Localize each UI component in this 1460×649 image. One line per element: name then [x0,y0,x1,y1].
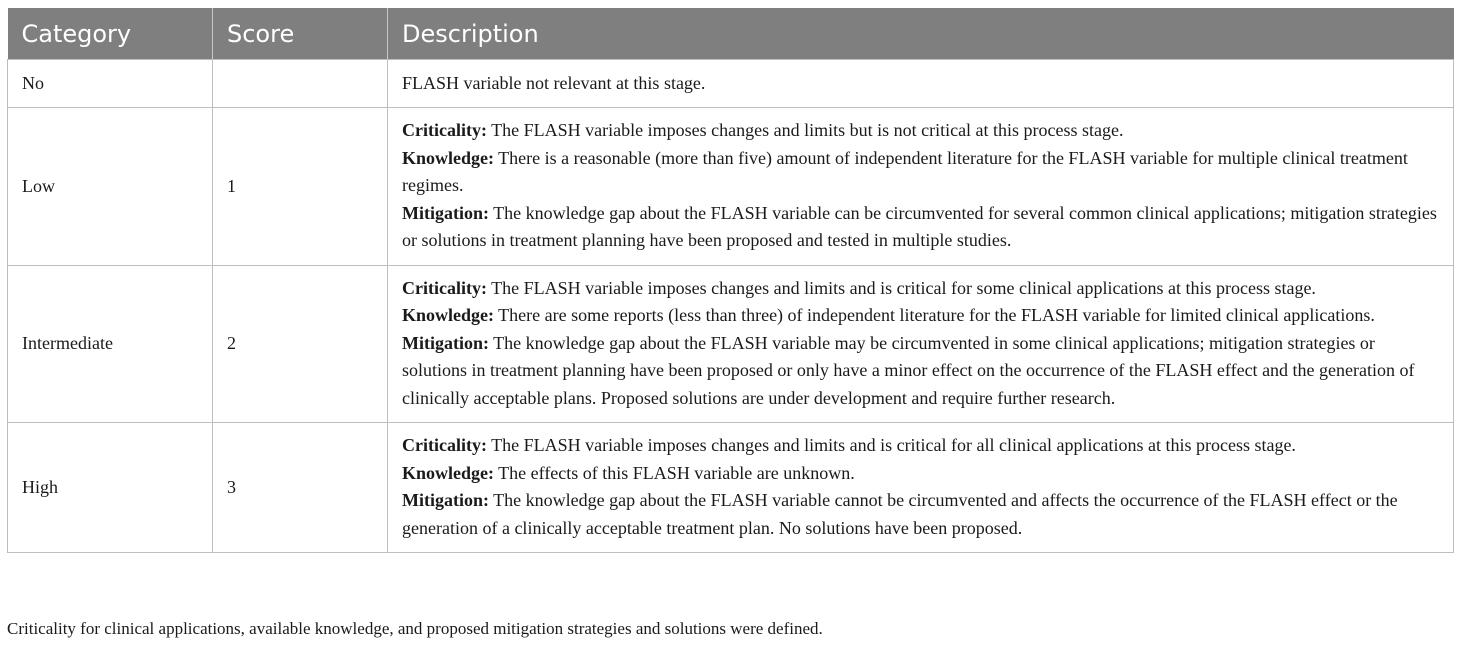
table-row [8,60,1454,108]
score-cell [213,60,388,108]
criticality-text: The FLASH variable imposes changes and limits but is not critical at this process stage. [486,120,1124,140]
mitigation-paragraph [402,200,1439,255]
knowledge-text: There are some reports (less than three) of independent literature for the FLASH variable for limited clinical applications. [494,305,1375,325]
category-cell: Intermediate [8,265,213,423]
mitigation-paragraph [402,487,1439,542]
category-cell: Low [8,108,213,266]
criticality-term: Criticality: [402,277,487,298]
description-cell [388,60,1454,108]
description-cell [388,423,1454,553]
table-row [8,265,1454,423]
criticality-paragraph [402,432,1439,460]
table-header [8,8,1454,60]
criticality-text: The FLASH variable imposes changes and limits and is critical for some clinical applications at this process stage. [486,277,1316,298]
score-cell: 1 [213,108,388,266]
criticality-paragraph [402,275,1439,303]
knowledge-text: There is a reasonable (more than five) amount of independent literature for the FLASH variable for multiple clinical treatment regimes. [402,147,1408,195]
mitigation-term: Mitigation: [402,332,489,353]
score-cell: 2 [213,265,388,423]
mitigation-paragraph [402,330,1439,413]
knowledge-term: Knowledge: [402,462,494,483]
header-row [8,8,1454,60]
knowledge-term: Knowledge: [402,305,494,325]
description-line [402,70,1439,98]
knowledge-text: The effects of this FLASH variable are unknown. [494,462,855,483]
knowledge-paragraph [402,145,1439,200]
score-cell: 3 [213,423,388,553]
criticality-term: Criticality: [402,435,487,455]
mitigation-term: Mitigation: [402,202,489,223]
table-row [8,423,1454,553]
table-caption: Criticality for clinical applications, available knowledge, and proposed mitigation strategies and solutions were defined. [7,619,823,638]
category-cell: No [8,60,213,108]
description-text: FLASH variable not relevant at this stage. [402,72,706,93]
knowledge-paragraph [402,302,1439,330]
table-row [8,108,1454,266]
criticality-term: Criticality: [402,120,487,140]
scoring-table [7,8,1454,553]
category-cell: High [8,423,213,553]
mitigation-text: The knowledge gap about the FLASH variable may be circumvented in some clinical applications; mitigation strategies or solutions in treatment planning have been proposed or only have a minor effect on the occurrence of the FLASH effect and the generation of clinically acceptable plans. Proposed solutions are under development and require further research. [402,332,1415,408]
knowledge-term: Knowledge: [402,147,494,168]
header-score: Score [213,8,388,60]
mitigation-term: Mitigation: [402,490,489,510]
table-body [8,60,1454,553]
header-category: Category [8,8,213,60]
mitigation-text: The knowledge gap about the FLASH variable can be circumvented for several common clinical applications; mitigation strategies or solutions in treatment planning have been proposed and tested in multiple studies. [402,202,1437,250]
criticality-text: The FLASH variable imposes changes and limits and is critical for all clinical applications at this process stage. [486,435,1296,455]
header-description: Description [388,8,1454,60]
mitigation-text: The knowledge gap about the FLASH variable cannot be circumvented and affects the occurrence of the FLASH effect or the generation of a clinically acceptable treatment plan. No solutions have been proposed. [402,490,1398,538]
criticality-paragraph [402,117,1439,145]
knowledge-paragraph [402,460,1439,488]
description-cell [388,265,1454,423]
scoring-table-container [7,8,1453,553]
description-cell [388,108,1454,266]
